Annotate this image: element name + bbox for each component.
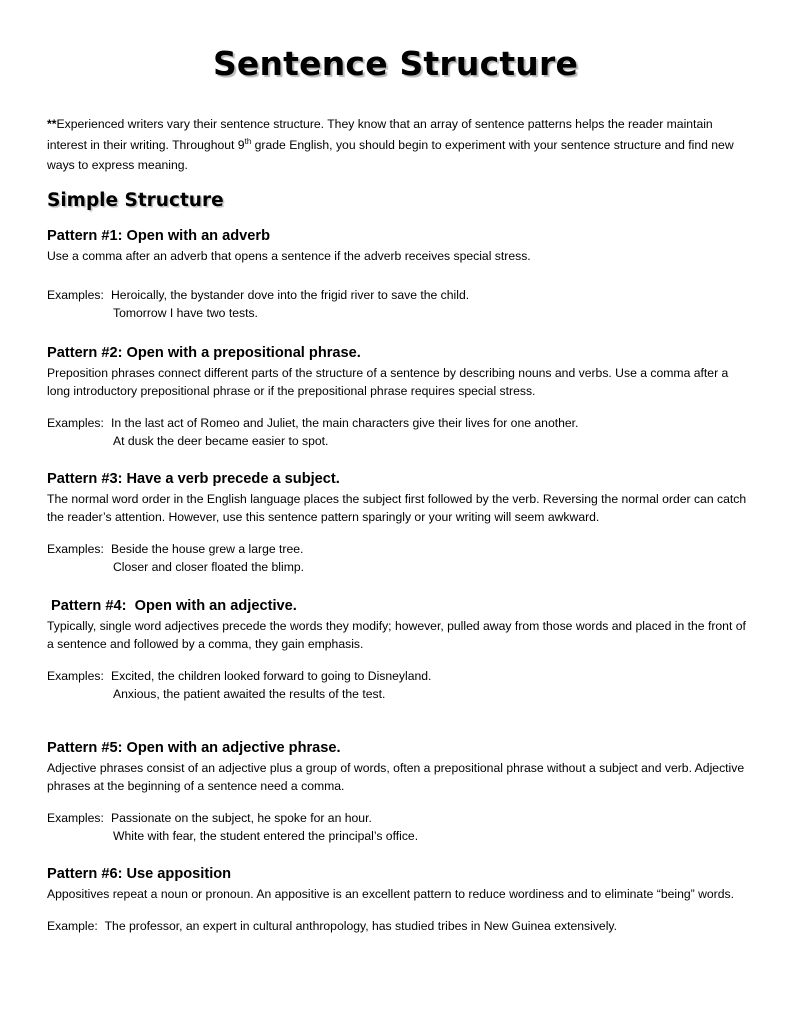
pattern-3 xyxy=(47,470,752,577)
example-sentence: Closer and closer floated the blimp. xyxy=(113,560,305,575)
pattern-description: The normal word order in the English language places the subject first followed by the verb. Reversing the normal order can catch the reader’s attention. However, use this sentence pattern sparingly or your writing will seem awkward. xyxy=(47,492,747,525)
pattern-4 xyxy=(47,597,752,704)
pattern-1 xyxy=(47,227,752,323)
pattern-description: Appositives repeat a noun or pronoun. An appositive is an excellent pattern to reduce wordiness and to eliminate “being” words. xyxy=(47,887,734,901)
pattern-6 xyxy=(47,865,752,936)
pattern-title: Pattern #4: Open with an adjective. xyxy=(47,598,297,614)
examples-block xyxy=(47,810,752,845)
pattern-title: Pattern #3: Have a verb precede a subject. xyxy=(47,471,340,487)
examples-label: Examples: xyxy=(47,288,104,303)
example-sentence: The professor, an expert in cultural anthropology, has studied tribes in New Guinea extensively. xyxy=(104,919,617,934)
page-title: Sentence Structure xyxy=(212,44,579,83)
pattern-2 xyxy=(47,344,752,451)
pattern-description: Use a comma after an adverb that opens a sentence if the adverb receives special stress. xyxy=(47,249,531,263)
examples-label: Examples: xyxy=(47,542,104,557)
example-sentence: Heroically, the bystander dove into the frigid river to save the child. xyxy=(111,288,470,303)
intro-stars: ** xyxy=(47,117,57,131)
example-sentence: Passionate on the subject, he spoke for an hour. xyxy=(111,811,372,826)
example-sentence: White with fear, the student entered the principal’s office. xyxy=(113,829,419,844)
examples-block xyxy=(47,287,752,322)
section-heading: Simple Structure xyxy=(47,190,224,211)
examples-block xyxy=(47,918,752,936)
example-sentence: In the last act of Romeo and Juliet, the main characters give their lives for one another. xyxy=(111,416,579,431)
pattern-description: Adjective phrases consist of an adjective plus a group of words, often a prepositional phrase without a subject and verb. Adjective phrases at the beginning of a sentence need a comma. xyxy=(47,761,745,794)
example-sentence: Excited, the children looked forward to going to Disneyland. xyxy=(111,669,432,684)
examples-label: Examples: xyxy=(47,669,104,684)
pattern-title: Pattern #1: Open with an adverb xyxy=(47,228,271,244)
pattern-title: Pattern #5: Open with an adjective phrase. xyxy=(47,740,341,756)
intro-paragraph xyxy=(47,114,747,176)
pattern-description: Typically, single word adjectives precede the words they modify; however, pulled away from those words and placed in the front of a sentence and followed by a comma, they gain emphasis. xyxy=(47,619,746,652)
example-sentence: At dusk the deer became easier to spot. xyxy=(113,434,329,449)
pattern-description: Preposition phrases connect different parts of the structure of a sentence by describing nouns and verbs. Use a comma after a long introductory prepositional phrase or if the prepositional phrase requires special stress. xyxy=(47,366,729,399)
examples-block xyxy=(47,668,752,703)
examples-block xyxy=(47,541,752,576)
examples-label: Examples: xyxy=(47,416,104,431)
examples-label: Example: xyxy=(47,919,98,934)
intro-text-after: grade English, you should begin to experiment with your sentence structure and find new ways to express meaning. xyxy=(47,137,734,172)
pattern-title: Pattern #2: Open with a prepositional phrase. xyxy=(47,345,361,361)
example-sentence: Anxious, the patient awaited the results of the test. xyxy=(113,687,386,702)
pattern-5 xyxy=(47,739,752,846)
examples-block xyxy=(47,415,752,450)
intro-text-before: Experienced writers vary their sentence structure. They know that an array of sentence patterns helps the reader maintain interest in their writing. Throughout 9 xyxy=(47,117,713,152)
example-sentence: Tomorrow I have two tests. xyxy=(113,305,258,320)
intro-superscript: th xyxy=(244,136,252,146)
pattern-title: Pattern #6: Use apposition xyxy=(47,866,232,882)
examples-label: Examples: xyxy=(47,811,104,826)
example-sentence: Beside the house grew a large tree. xyxy=(111,542,304,557)
